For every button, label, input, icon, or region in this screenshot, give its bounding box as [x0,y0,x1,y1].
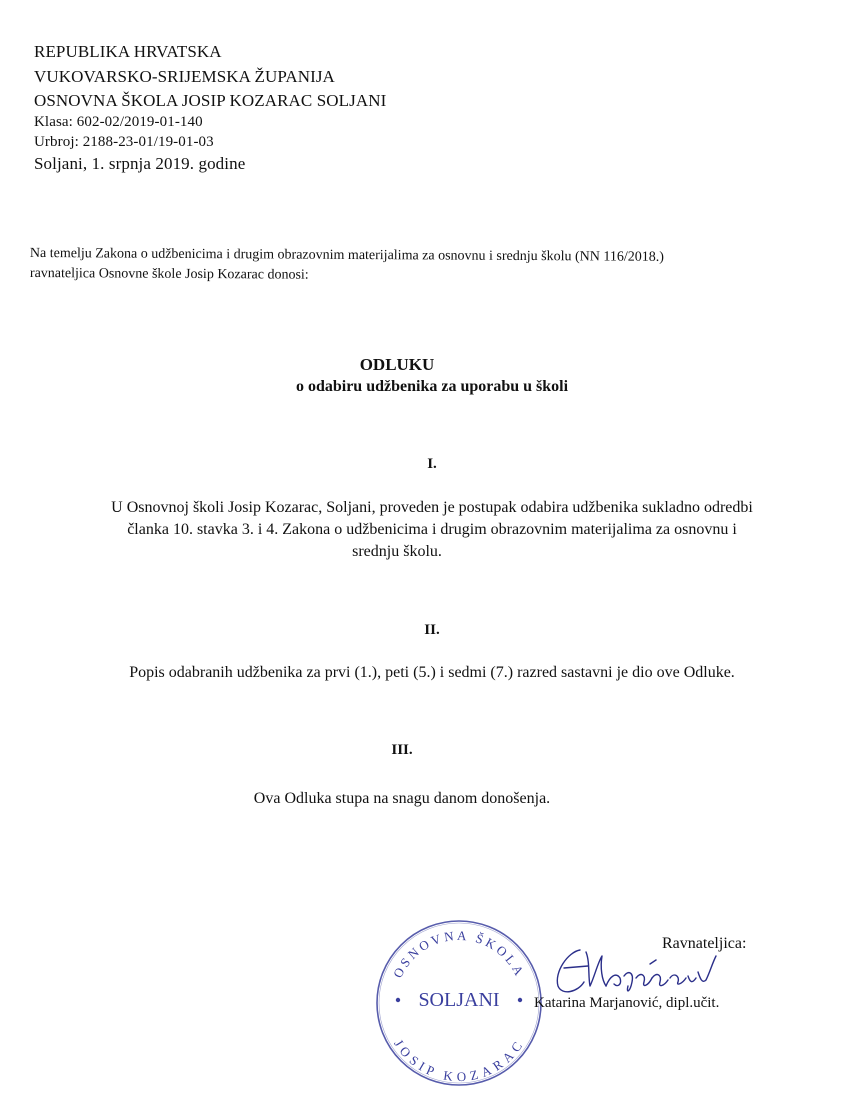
header-place-date: Soljani, 1. srpnja 2019. godine [34,154,246,173]
intro-line-2: ravnateljica Osnovne škole Josip Kozarac donosi: [29,265,309,283]
stamp-bottom-text: JOSIP KOZARAC [391,1036,527,1085]
header-country: REPUBLIKA HRVATSKA [34,42,222,61]
section-1-line-3: srednju školu. [352,543,442,560]
school-stamp [374,918,544,1088]
section-3-line-1: Ova Odluka stupa na snagu danom donošenja. [253,790,551,807]
header-klasa: Klasa: 602-02/2019-01-140 [34,114,203,130]
stamp-top-text: OSNOVNA ŠKOLA [389,927,529,981]
stamp-center-text: SOLJANI [418,989,500,1011]
section-3-numeral: III. [391,742,413,758]
section-1-numeral: I. [427,456,437,472]
header-school: OSNOVNA ŠKOLA JOSIP KOZARAC SOLJANI [34,91,387,110]
document-subtitle: o odabiru udžbenika za uporabu u školi [295,378,569,395]
signatory-role: Ravnateljica: [662,935,747,952]
svg-text:JOSIP KOZARAC [391,1037,527,1085]
section-1-line-1: U Osnovnoj školi Josip Kozarac, Soljani, proveden je postupak odabira udžbenika sukladno odredbi [111,499,753,516]
section-2-numeral: II. [424,622,440,638]
section-2-line-1: Popis odabranih udžbenika za prvi (1.), peti (5.) i sedmi (7.) razred sastavni je dio ove Odluke. [129,664,735,681]
intro-line-1: Na temelju Zakona o udžbenicima i drugim obrazovnim materijalima za osnovnu i srednju školu (NN 116/2018.) [29,245,664,265]
header-county: VUKOVARSKO-SRIJEMSKA ŽUPANIJA [34,67,335,86]
header-urbroj: Urbroj: 2188-23-01/19-01-03 [34,134,214,150]
signatory-name: Katarina Marjanović, dipl.učit. [534,995,720,1011]
document-title: ODLUKU [359,355,435,374]
section-1-line-2: članka 10. stavka 3. i 4. Zakona o udžbenicima i drugim obrazovnim materijalima za osnovnu i [127,521,737,538]
svg-text:OSNOVNA ŠKOLA [390,928,528,981]
